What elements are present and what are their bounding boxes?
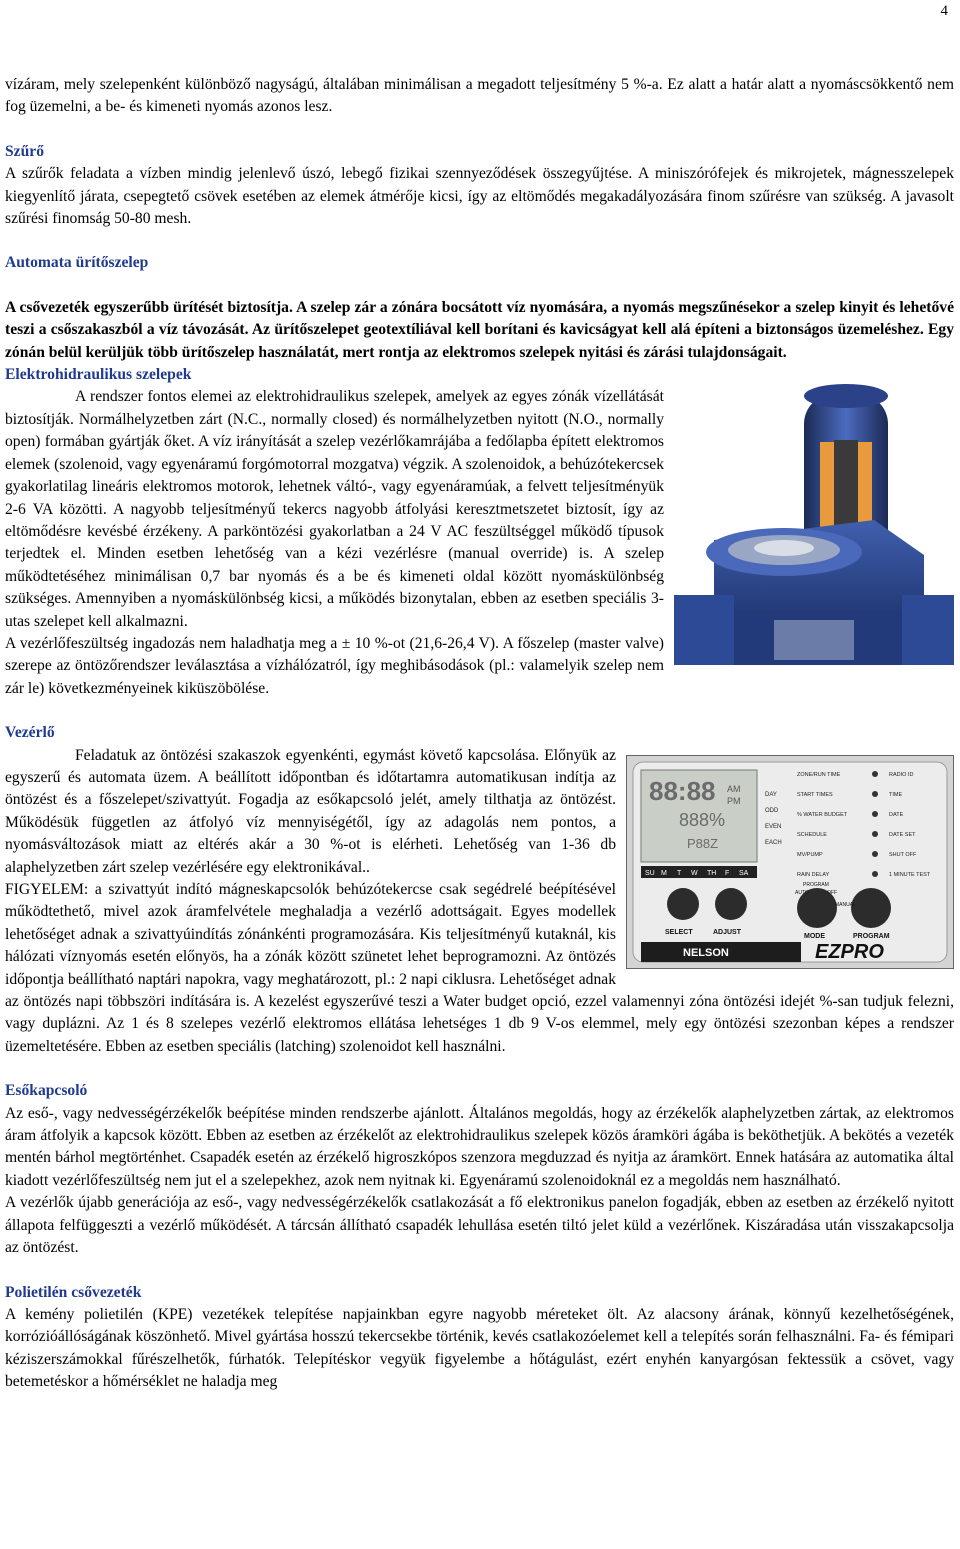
label-schedule: SCHEDULE [797, 831, 827, 838]
day-m: M [661, 869, 667, 877]
page-number: 4 [940, 3, 948, 19]
controller-image [626, 755, 954, 969]
model-ezpro: EZPRO [815, 940, 884, 963]
day-w: W [691, 869, 698, 877]
inlet-pipe-shape [674, 595, 734, 665]
lcd-percent: 888% [679, 809, 726, 830]
lcd-p: P88Z [687, 835, 719, 851]
brand-nelson: NELSON [683, 946, 729, 959]
document-body [5, 74, 954, 1394]
elektro-paragraph-1: A rendszer fontos elemei az elektrohidraulikus szelepek, amelyek az egyes zónák vízellátását biztosítják. Normálhelyzetben zárt (N.C., normally closed) és normálhelyzetben nyitott (N.O., normally open) formában gyártják őket. A víz irányítását a szelep vezérlőkamrájába a fedőlapba épített elektromos elemek (szolenoid, vagy egyenáramú forgómotorral mozgatva) végzik. A szolenoidok, a behúzótekercsek gyakorlatilag lineáris elektromos motorok, lehetnek váltó-, vagy egyenáramúak, a felvett teljesítményük 2-6 VA közötti. A nagyobb teljesítményű tekercs nagyobb átfolyási keresztmetszetet biztosít, így az eltömődésre kevésbé érzékeny. A parköntözési gyakorlatban a 24 V AC feszültséggel működő típusok terjedtek el. Minden esetben lehetőség van a kézi vezérlésre (manual override) is. A szelep működtetéséhez minimálisan 0,7 bar nyomás és a be és kimeneti oldal között nyomáskülönbség szükséges. Amennyiben a nyomáskülönbség kicsi, a működés bizonytalan, ebben az esetben speciális 3-utas szelepet kell alkalmazni. [5, 388, 664, 630]
program-dial [851, 888, 891, 928]
label-each: EACH [765, 839, 782, 846]
label-rain-delay: RAIN DELAY [797, 871, 830, 878]
label-date-set: DATE SET [889, 831, 916, 838]
day-f: F [725, 869, 730, 877]
label-zone-run-time: ZONE/RUN TIME [797, 771, 841, 778]
label-manual: MANUAL [835, 901, 856, 908]
label-off: OFF [827, 889, 837, 896]
label-water-budget: % WATER BUDGET [797, 811, 848, 818]
section-heading-szuro: Szűrő [5, 142, 44, 160]
section-heading-polietilen: Polietilén csővezeték [5, 1283, 142, 1301]
select-label: SELECT [665, 928, 693, 936]
esokapcsolo-paragraph-1: Az eső-, vagy nedvességérzékelők beépítése minden rendszerbe ajánlott. Általános megoldás, hogy az érzékelők alaphelyzetben zártak, az elektromos áram átfolyik a kapcsok között. Ebben az esetben az érzékelőt az elektrohidraulikus szelepek közös áramköri ágába is beköthetjük. A bekötés a vezeték mentén bárhol megtörténhet. Csapadék esetén az érzékelő higroszkópos szenzora megduzzad és nyitja az áramkört. Ennek hatására az automatika által kiadott vezérlőfeszültség nem jut el a szelepekhez, azok nem nyitnak ki. Egyenáramú szolenoidoknál ez a megoldás nem használható. [5, 1104, 954, 1189]
szuro-paragraph: A szűrők feladata a vízben mindig jelenlevő úszó, lebegő fizikai szennyeződések összegyűjtése. A miniszórófejek és mikrojetek, mágnesszelepek kiegyenlítő járata, csepegtető csövek esetében az elemek átmérője kicsi, így az eltömődés megakadályozására finom szűrésre van szükség. A javasolt szűrési finomság 50-80 mesh. [5, 165, 954, 228]
day-th: TH [707, 869, 717, 877]
program-dial-label: PROGRAM [853, 932, 890, 940]
mode-label: MODE [804, 932, 825, 940]
vezerlo-paragraph-1: Feladatuk az öntözési szakaszok egyenkénti, egymást követő kapcsolása. Előnyük az egyszerű és automata üzem. A beállított időpontban és időtartamra automatikusan indítja az öntözést és a főszelepet/szivattyút. Fogadja az esőkapcsoló jelét, amely tilthatja az öntözést. Működésük független az átfolyó víz mennyiségétől, így az adagolás nem pontos, a nyomásváltozások miatt az eltérés akár a 30 %-ot is elérheti. Lehetőség van 1-36 db alaphelyzetben zárt szelep vezérlésére egy elektronikával.. [5, 746, 616, 876]
day-sa: SA [739, 869, 749, 877]
label-radio-id: RADIO ID [889, 771, 914, 778]
day-su: SU [645, 869, 655, 877]
label-even: EVEN [765, 823, 782, 830]
label-odd: ODD [765, 807, 779, 814]
lcd-digits: 88:88 [649, 775, 716, 806]
select-knob [667, 888, 699, 920]
label-start-times: START TIMES [797, 791, 833, 798]
day-t: T [677, 869, 682, 877]
lcd-pm: PM [727, 795, 741, 806]
intro-paragraph: vízáram, mely szelepenként különböző nagyságú, általában minimálisan a megadott teljesítmény 5 %-a. Ez alatt a határ alatt a nyomáscsökkentő nem fog üzemelni, a be- és kimeneti nyomás azonos lesz. [5, 76, 954, 116]
vezerlo-paragraph-2: FIGYELEM: a szivattyút indító mágneskapcsolók behúzótekercse csak segédrelé beépítésével működtethető, mivel azok áramfelvétele meghaladja a vezérlő adottságait. Egyes modellek lehetőséget adnak a szivattyúindítás zónánkénti programozására. Kis teljesítményű kutaknál, kis hálózati víznyomás esetén előnyös, ha a zónák között szünetet lehet beprogramozni. Az öntözés időpontja beállítható naptári napokra, vagy meghatározott, pl.: 2 napi ciklusra. Lehetőséget adnak az öntözés napi többszöri indítására is. A kezelést egyszerűvé teszi a Water budget opció, ezzel valamennyi zóna öntözési idejét %-san tudjuk felezni, vagy duplázni. Az 1 és 8 szelepes vezérlő elektromos ellátása lehetséges 1 db 9 V-os elemmel, mely egy öntözési szezonban képes a rendszer üzemeltetésére. Ebben az esetben speciális (latching) szolenoidot kell használni. [5, 881, 954, 1055]
outlet-pipe-shape [902, 595, 954, 665]
label-1-minute-test: 1 MINUTE TEST [889, 871, 931, 878]
valve-image [674, 380, 954, 686]
label-mv-pump: MV/PUMP [797, 851, 823, 858]
label-program: PROGRAM [803, 881, 829, 888]
label-date: DATE [889, 811, 904, 818]
polietilen-paragraph: A kemény polietilén (KPE) vezetékek telepítése napjainkban egyre nagyobb méreteket ölt. Az alacsony árának, könnyű kezelhetőségének, korrózióállóságának köszönhető. Mivel gyártása hosszú tekercsekbe történik, kevés csatlakozóelemet kell a telepítés során felhasználni. Fa- és fémipari kéziszerszámokkal fűrészelhetők, fúrhatók. Telepítéskor vegyük figyelembe a hőtágulást, ezért enyhén kanyargósan fektessük a csövet, vagy betemetéskor a hőmérséklet ne haladja meg [5, 1305, 954, 1391]
label-day: DAY [765, 791, 777, 798]
elektro-paragraph-2: A vezérlőfeszültség ingadozás nem haladhatja meg a ± 10 %-ot (21,6-26,4 V). A főszelep (master valve) szerepe az öntözőrendszer leválasztása a vízhálózatról, így meghibásodások (pl.: valamelyik szelep nem zár le) következményeinek kiküszöbölése. [5, 634, 664, 697]
esokapcsolo-paragraph-2: A vezérlők újabb generációja az eső-, vagy nedvességérzékelők csatlakozását a fő elektronikus panelon fogadják, ebben az esetben az érzékelő nyitott állapota felfüggeszti a vezérlő működését. A tárcsán állítható csapadék lehullása esetén tiltó jelet küld a vezérlőnek. Kiszáradása után visszakapcsolja az öntözést. [5, 1194, 954, 1257]
section-heading-automata: Automata ürítőszelep [5, 254, 149, 272]
label-time: TIME [889, 791, 903, 798]
section-heading-elektro: Elektrohidraulikus szelepek [5, 366, 192, 384]
section-heading-esokapcsolo: Esőkapcsoló [5, 1082, 88, 1100]
lcd-am: AM [727, 783, 741, 794]
label-auto: AUTO [795, 889, 809, 896]
automata-paragraph: A csővezeték egyszerűbb ürítését biztosítja. A szelep zár a zónára bocsátott víz nyomására, a nyomás megszűnésekor a szelep kinyit és lehetővé teszi a csőszakaszból a víz távozását. Az ürítőszelepet geotextíliával kell borítani és kavicságyat kell alá építeni a biztonságos üzemeléshez. Egy zónán belül kerüljük több ürítőszelep használatát, mert rontja az elektromos szelepek nyitási és zárási tulajdonságait. [5, 298, 954, 361]
adjust-knob [715, 888, 747, 920]
label-shut-off: SHUT OFF [889, 851, 917, 858]
section-heading-vezerlo: Vezérlő [5, 724, 55, 742]
adjust-label: ADJUST [713, 928, 742, 936]
